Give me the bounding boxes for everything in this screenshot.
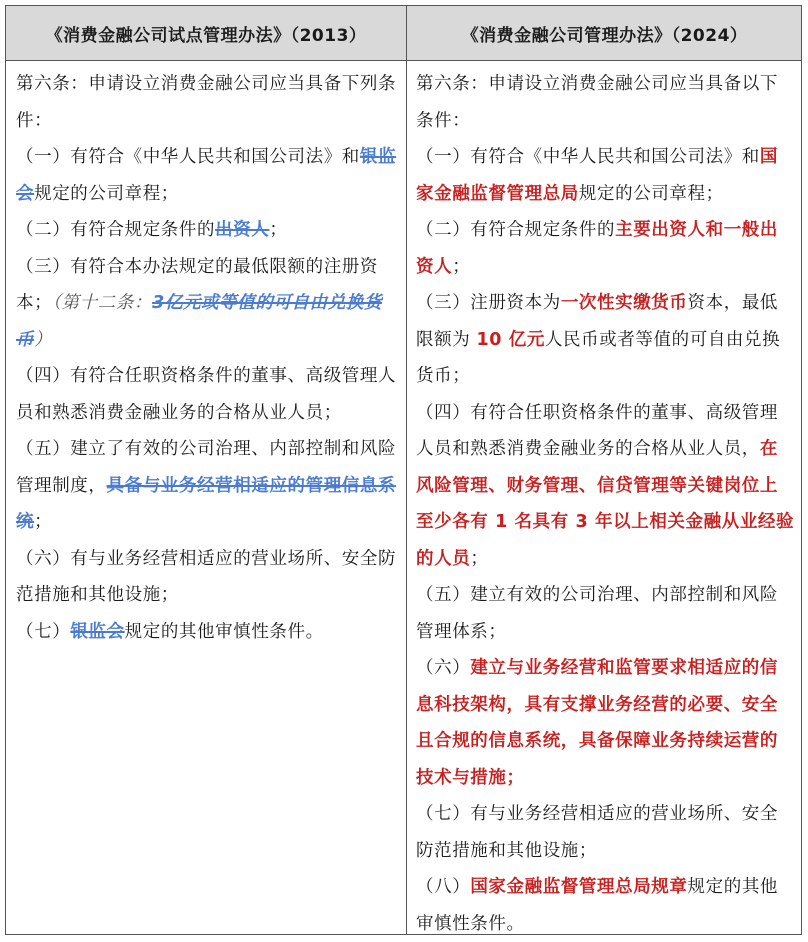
added-text: 在风险管理、财务管理、信贷管理等关键岗位上至少各有 1 名具有 3 年以上相关金融从业经验的人员	[416, 439, 795, 569]
header-2024: 《消费金融公司管理办法》（2024）	[461, 25, 748, 46]
clause-4: （四）有符合任职资格条件的董事、高级管理人员和熟悉消费金融业务的合格从业人员，在风险管理、财务管理、信贷管理等关键岗位上至少各有 1 名具有 3 年以上相关金融从业经验的人员；	[416, 402, 795, 569]
column-2013	[16, 66, 399, 650]
added-text: 10 亿元	[476, 329, 545, 350]
clause-2: （二）有符合规定条件的出资人；	[16, 220, 288, 240]
column-2024	[416, 66, 796, 942]
header-2013: 《消费金融公司试点管理办法》（2013）	[45, 25, 367, 46]
clause-5: （五）建立了有效的公司治理、内部控制和风险管理制度，具备与业务经营相适应的管理信息系统；	[16, 439, 397, 532]
added-text: 国家金融监督管理总局规章	[470, 877, 688, 897]
added-text: 建立与业务经营和监管要求相适应的信息科技架构，具有支撑业务经营的必要、安全且合规的信息系统，具备保障业务持续运营的技术与措施；	[416, 658, 779, 788]
clause-6: （六）有与业务经营相适应的营业场所、安全防范措施和其他设施；	[16, 548, 397, 605]
article-intro: 第六条：申请设立消费金融公司应当具备下列条件：	[16, 74, 397, 131]
clause-7: （七）银监会规定的其他审慎性条件。	[16, 621, 324, 642]
column-divider	[406, 6, 407, 934]
added-text: 主要出资人和一般出资人	[416, 220, 779, 277]
clause-6: （六）建立与业务经营和监管要求相适应的信息科技架构，具有支撑业务经营的必要、安全且合规的信息系统，具备保障业务持续运营的技术与措施；	[416, 658, 779, 788]
clause-4: （四）有符合任职资格条件的董事、高级管理人员和熟悉消费金融业务的合格从业人员；	[16, 366, 397, 423]
clause-5: （五）建立有效的公司治理、内部控制和风险管理体系；	[416, 585, 778, 642]
clause-2: （二）有符合规定条件的主要出资人和一般出资人；	[416, 220, 779, 277]
deleted-text: 出资人	[215, 220, 270, 240]
clause-3: （三）注册资本为一次性实缴货币资本，最低限额为 10 亿元人民币或者等值的可自由兑换货币；	[416, 293, 781, 386]
clause-8: （八）国家金融监督管理总局规章规定的其他审慎性条件。	[416, 877, 779, 934]
clause-1: （一）有符合《中华人民共和国公司法》和银监会规定的公司章程；	[16, 147, 397, 204]
added-text: 国家金融监督管理总局	[416, 147, 779, 204]
article-intro: 第六条：申请设立消费金融公司应当具备以下条件：	[416, 74, 778, 131]
deleted-text: 具备与业务经营相适应的管理信息系统	[16, 475, 397, 532]
deleted-text: 3亿元或等值的可自由兑换货币	[16, 293, 383, 350]
comparison-table	[5, 5, 802, 935]
clause-3: （三）有符合本办法规定的最低限额的注册资本；（第十二条：3亿元或等值的可自由兑换货币）	[16, 256, 383, 350]
deleted-text: 银监会	[16, 147, 397, 204]
clause-1: （一）有符合《中华人民共和国公司法》和国家金融监督管理总局规定的公司章程；	[416, 147, 779, 204]
added-text: 一次性实缴货币	[560, 293, 688, 313]
clause-7: （七）有与业务经营相适应的营业场所、安全防范措施和其他设施；	[416, 804, 778, 861]
table-header	[6, 6, 801, 61]
deleted-text: 银监会	[70, 621, 125, 642]
